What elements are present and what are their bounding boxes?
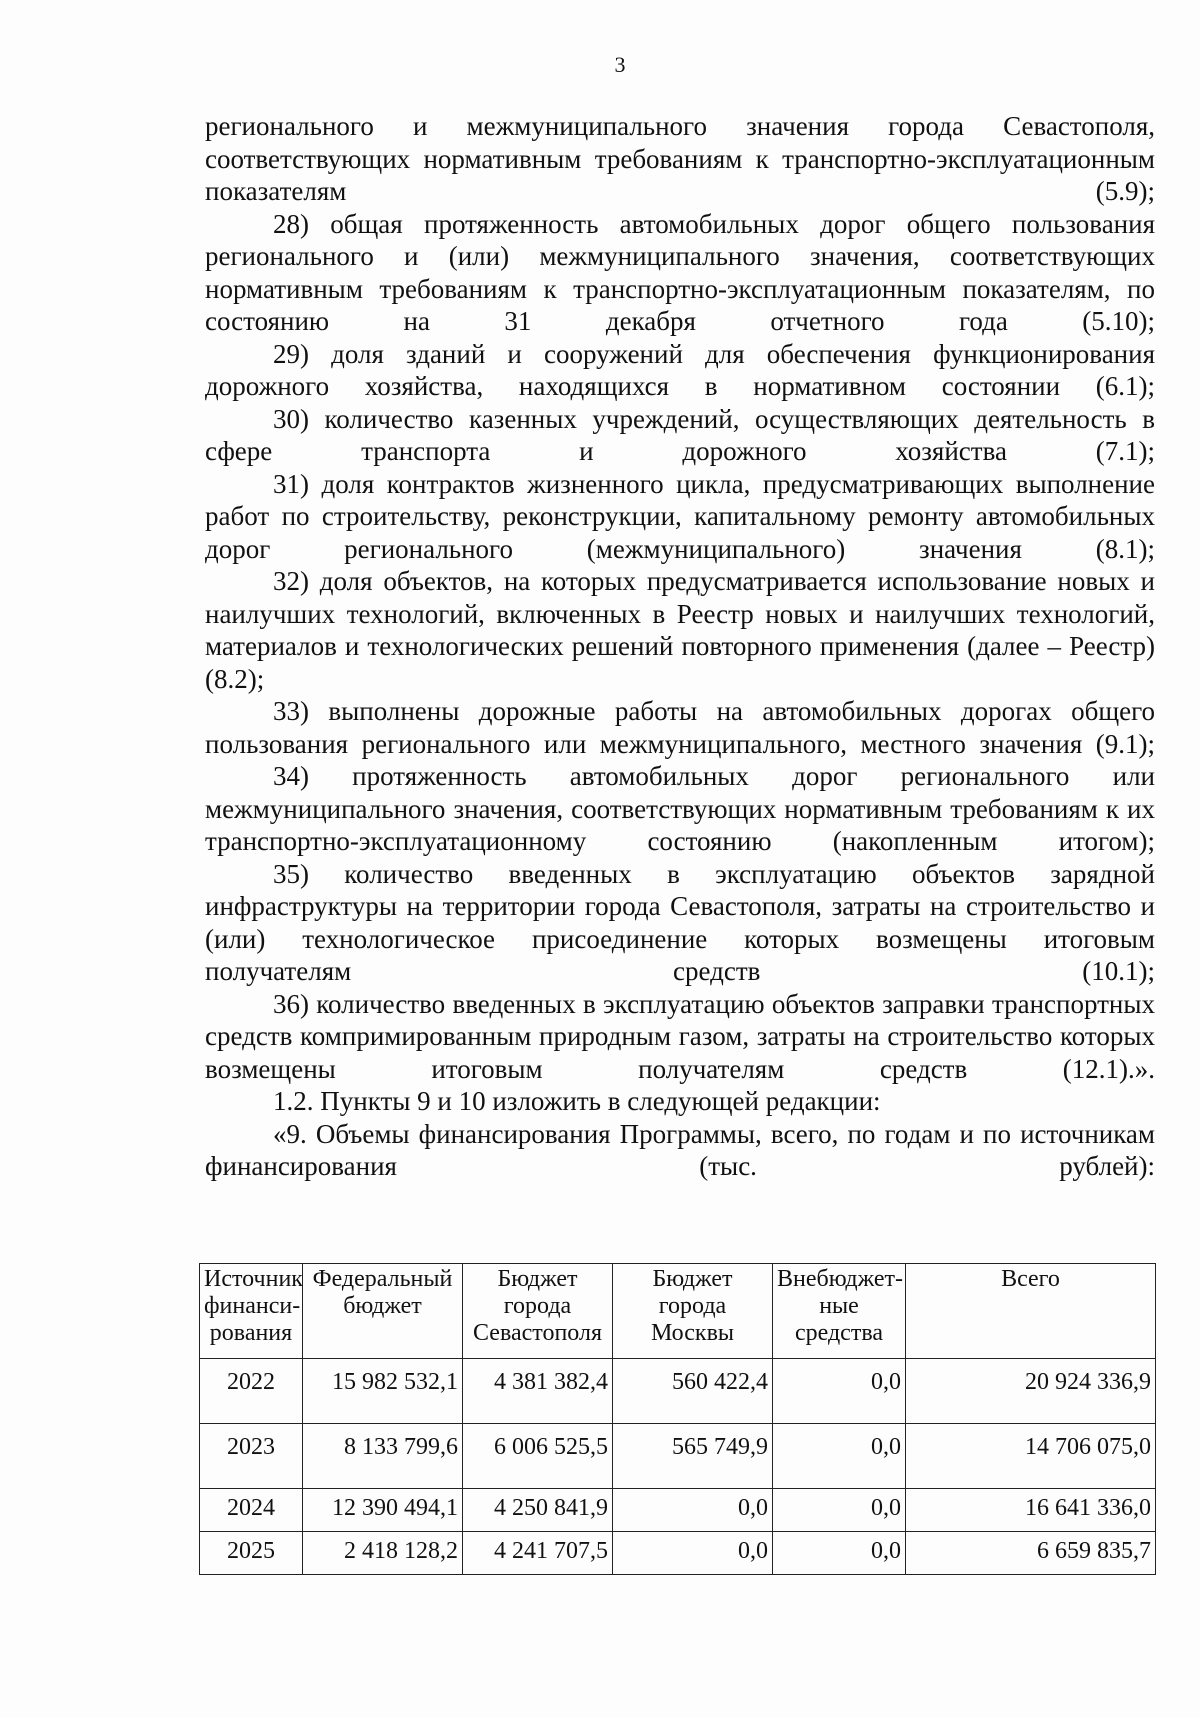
cell-total: 6 659 835,7 [906,1532,1156,1575]
cell-total: 20 924 336,9 [906,1359,1156,1424]
cell-year: 2022 [200,1359,303,1424]
cell-extrabudgetary: 0,0 [773,1359,906,1424]
header-moscow-budget: Бюджет города Москвы [613,1264,773,1359]
paragraph-item-31: 31) доля контрактов жизненного цикла, предусматривающих выполнение работ по строительству, реконструкции, капитальному ремонту автомобильных дорог регионального (межмуниципального) значения (8.1); [205,468,1155,564]
cell-year: 2023 [200,1424,303,1489]
cell-extrabudgetary: 0,0 [773,1424,906,1489]
cell-moscow: 565 749,9 [613,1424,773,1489]
header-sevastopol-budget: Бюджет города Севастополя [463,1264,613,1359]
cell-moscow: 0,0 [613,1489,773,1532]
table-row [200,1489,1156,1532]
paragraph-item-36: 36) количество введенных в эксплуатацию объектов заправки транспортных средств компримированным природным газом, затраты на строительство которых возмещены итоговым получателям средств (12.1).». [205,988,1155,1084]
header-extrabudgetary: Внебюджет-ные средства [773,1264,906,1359]
cell-moscow: 560 422,4 [613,1359,773,1424]
cell-total: 16 641 336,0 [906,1489,1156,1532]
header-federal-budget: Федеральный бюджет [303,1264,463,1359]
cell-sevastopol: 4 241 707,5 [463,1532,613,1575]
table-header-row [200,1264,1156,1359]
cell-year: 2024 [200,1489,303,1532]
paragraph-item-32: 32) доля объектов, на которых предусматривается использование новых и наилучших технологий, включенных в Реестр новых и наилучших технологий, материалов и технологических решений повторного применения (далее – Реестр) (8.2); [205,566,1155,694]
funding-table [199,1263,1156,1575]
paragraph-funding-intro: «9. Объемы финансирования Программы, всего, по годам и по источникам финансирования (тыс. рублей): [205,1118,1155,1181]
document-body [205,110,1155,1183]
paragraph-item-33: 33) выполнены дорожные работы на автомобильных дорогах общего пользования регионального или межмуниципального, местного значения (9.1); [205,696,1155,759]
cell-sevastopol: 4 250 841,9 [463,1489,613,1532]
cell-sevastopol: 4 381 382,4 [463,1359,613,1424]
cell-federal: 15 982 532,1 [303,1359,463,1424]
cell-total: 14 706 075,0 [906,1424,1156,1489]
paragraph-item-29: 29) доля зданий и сооружений для обеспечения функционирования дорожного хозяйства, находящихся в нормативном состоянии (6.1); [205,338,1155,401]
paragraph-item-34: 34) протяженность автомобильных дорог регионального или межмуниципального значения, соответствующих нормативным требованиям к их транспортно-эксплуатационному состоянию (накопленным итогом); [205,761,1155,856]
cell-federal: 2 418 128,2 [303,1532,463,1575]
cell-moscow: 0,0 [613,1532,773,1575]
cell-federal: 12 390 494,1 [303,1489,463,1532]
paragraph-continuation: регионального и межмуниципального значения города Севастополя, соответствующих нормативным требованиям к транспортно-эксплуатационным показателям (5.9); [205,111,1155,206]
cell-sevastopol: 6 006 525,5 [463,1424,613,1489]
cell-extrabudgetary: 0,0 [773,1489,906,1532]
header-total: Всего [906,1264,1156,1359]
table-row [200,1532,1156,1575]
paragraph-item-35: 35) количество введенных в эксплуатацию объектов зарядной инфраструктуры на территории города Севастополя, затраты на строительство и (или) технологическое присоединение которых возмещены итоговым получателям средств (10.1); [205,858,1155,986]
table-row [200,1359,1156,1424]
page-number: 3 [614,52,626,77]
paragraph-amendment: 1.2. Пункты 9 и 10 изложить в следующей редакции: [273,1086,881,1116]
cell-extrabudgetary: 0,0 [773,1532,906,1575]
paragraph-item-30: 30) количество казенных учреждений, осуществляющих деятельность в сфере транспорта и дорожного хозяйства (7.1); [205,403,1155,466]
table-row [200,1424,1156,1489]
paragraph-item-28: 28) общая протяженность автомобильных дорог общего пользования регионального и (или) межмуниципального значения, соответствующих нормативным требованиям к транспортно-эксплуатационным показателям, по состоянию на 31 декабря отчетного года (5.10); [205,208,1155,336]
cell-year: 2025 [200,1532,303,1575]
header-source: Источник финанси-рования [200,1264,303,1359]
cell-federal: 8 133 799,6 [303,1424,463,1489]
